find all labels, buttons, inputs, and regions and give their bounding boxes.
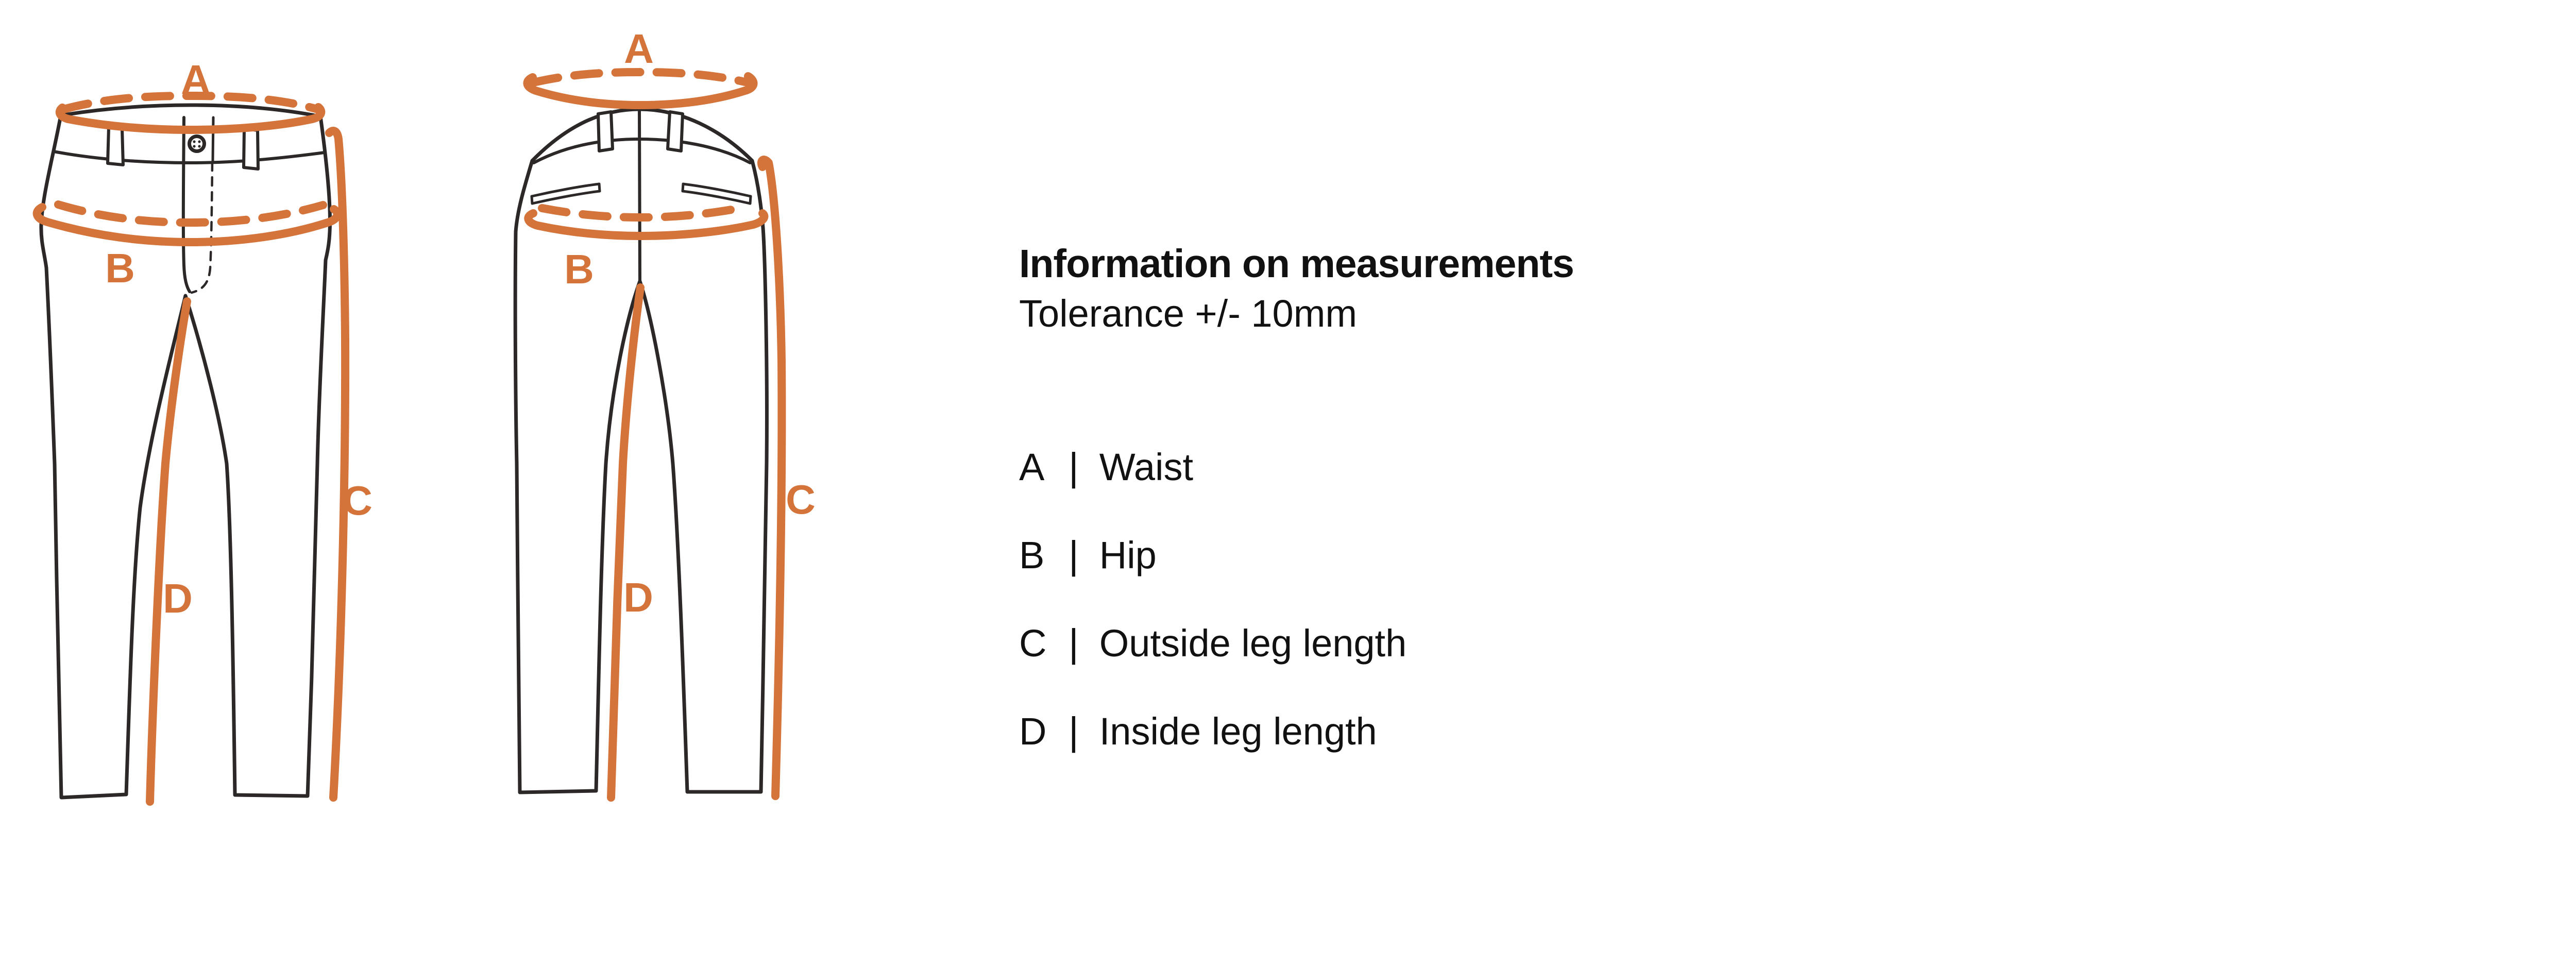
back-hip-label: B [564, 246, 594, 292]
front-inside-leg-label: D [163, 575, 193, 621]
legend-label: Hip [1099, 534, 1157, 577]
trousers-back-view [515, 26, 816, 798]
legend-separator: | [1069, 621, 1079, 665]
front-outside-leg-label: C [343, 478, 372, 523]
front-belt-loop-right [244, 129, 258, 169]
legend-item-hip [1019, 533, 1157, 578]
front-hip-label: B [105, 245, 135, 291]
legend-letter: D [1019, 710, 1047, 753]
legend-letter: A [1019, 446, 1045, 488]
back-waist-measure-dashed [534, 72, 747, 82]
legend-item-inside-leg-length [1019, 709, 1377, 754]
front-button-hole [198, 145, 200, 147]
legend-label: Inside leg length [1099, 710, 1377, 753]
legend-item-outside-leg-length [1019, 621, 1406, 666]
front-waist-label: A [181, 57, 211, 103]
front-outside-leg-measure-line [329, 131, 345, 798]
back-belt-loop-left [598, 112, 613, 151]
front-belt-loop-left [108, 127, 123, 165]
trousers-front-view [37, 57, 372, 802]
back-outside-leg-label: C [786, 477, 816, 522]
measurements-info-title: Information on measurements [1019, 242, 1574, 286]
legend-separator: | [1069, 709, 1079, 753]
legend-letter: C [1019, 622, 1047, 665]
back-center-seam [639, 110, 640, 281]
front-button-hole [193, 145, 195, 147]
legend-item-waist [1019, 445, 1193, 489]
front-button-hole [193, 140, 195, 143]
trousers-measurement-diagram [0, 0, 876, 966]
front-button [190, 137, 205, 151]
back-waist-label: A [624, 26, 654, 72]
legend-separator: | [1069, 533, 1079, 577]
legend-label: Waist [1099, 446, 1194, 488]
front-button-hole [198, 140, 200, 143]
legend-letter: B [1019, 534, 1045, 577]
back-belt-loop-right [668, 112, 683, 151]
back-inside-leg-label: D [623, 574, 653, 620]
legend-label: Outside leg length [1099, 622, 1407, 665]
legend-separator: | [1069, 445, 1079, 489]
tolerance-note: Tolerance +/- 10mm [1019, 292, 1357, 335]
